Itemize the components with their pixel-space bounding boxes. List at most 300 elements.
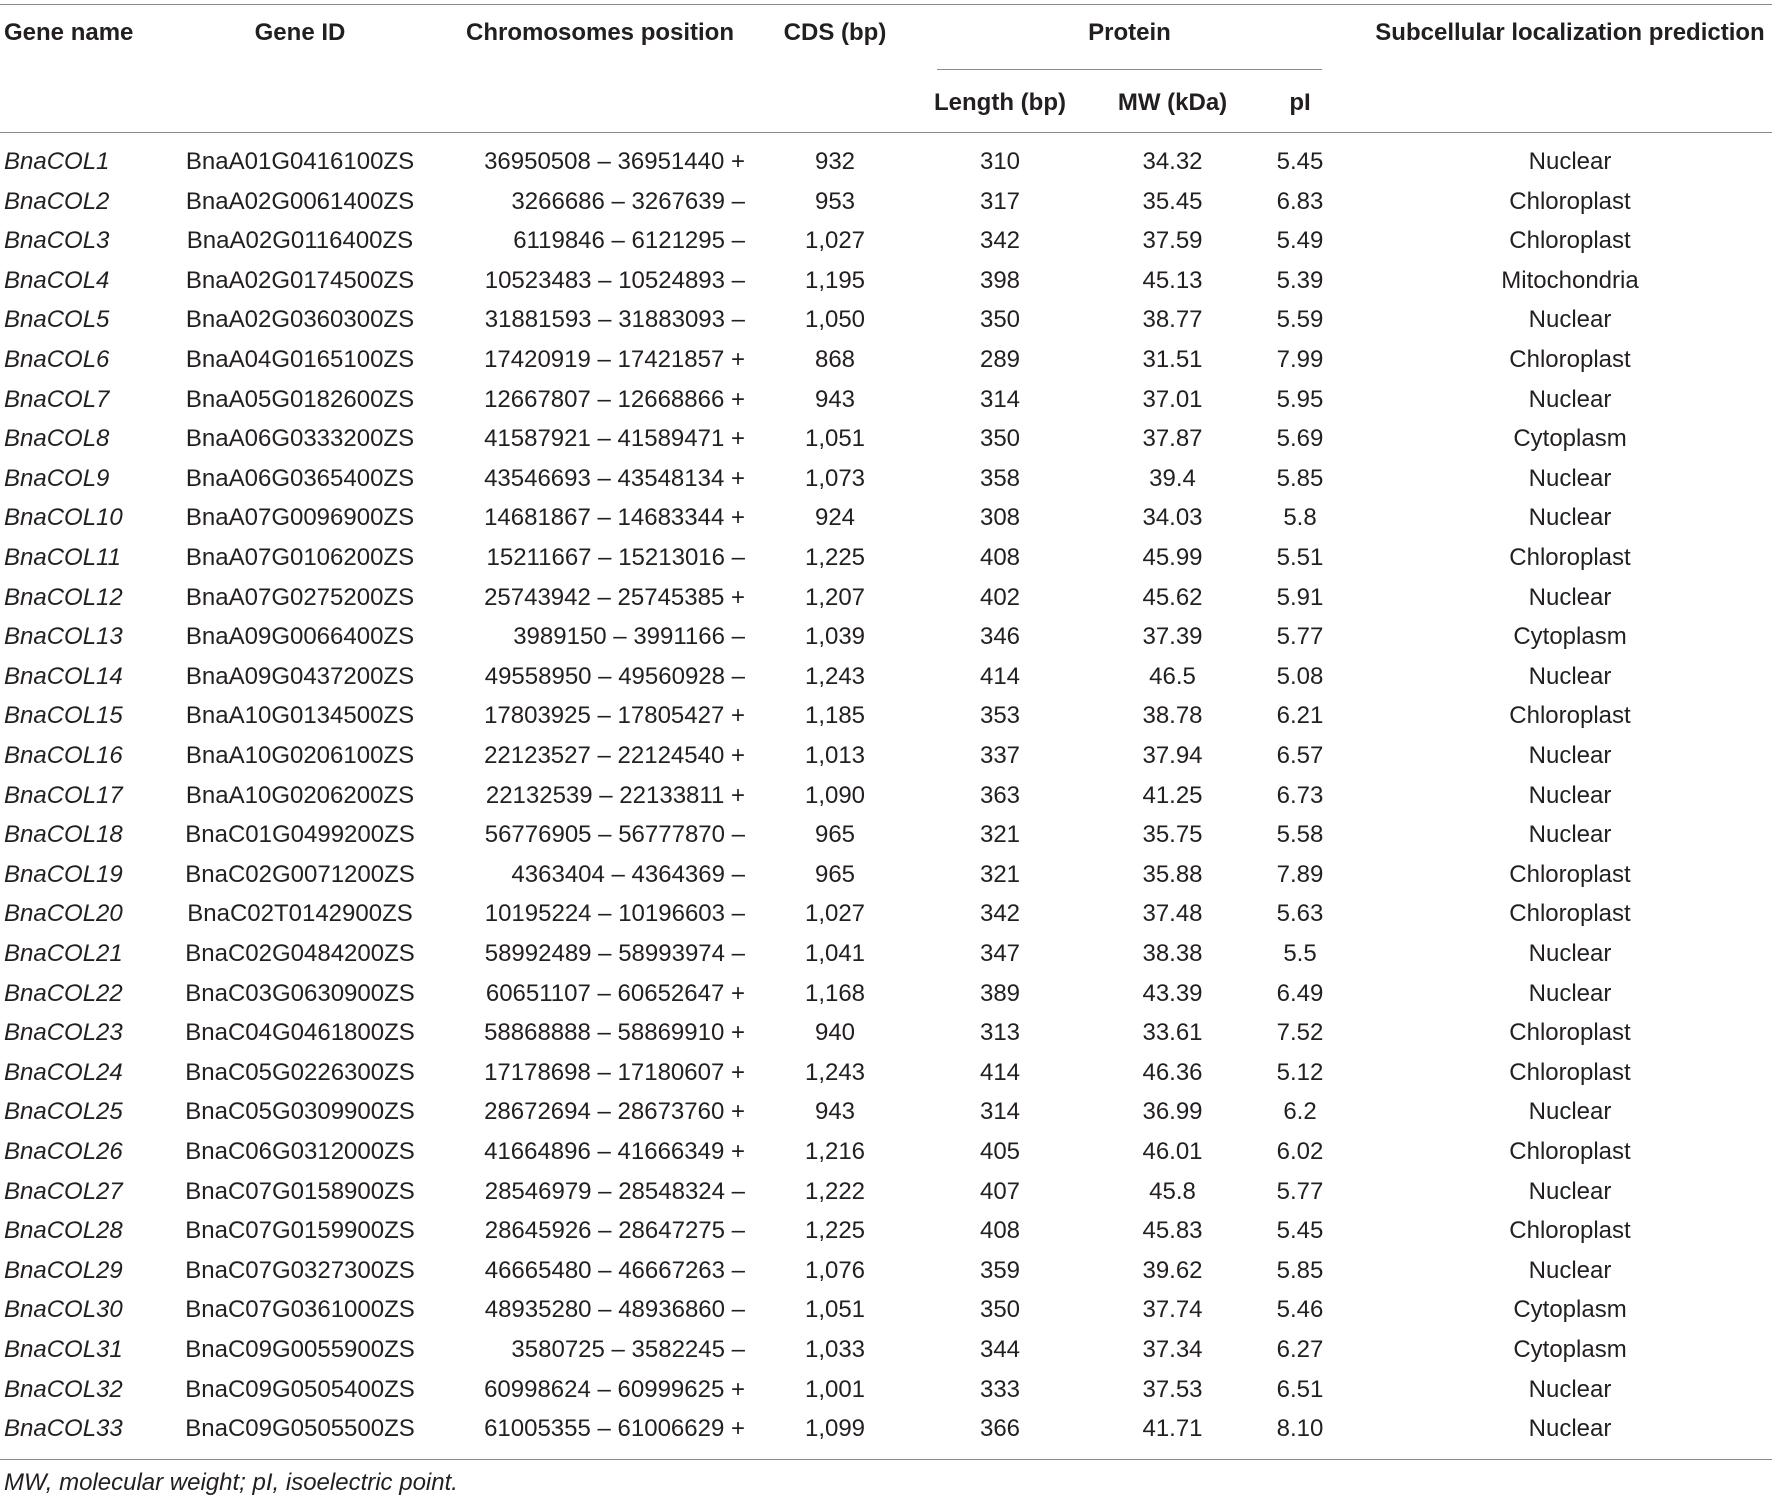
mw-cell: 35.45	[1142, 187, 1203, 215]
mw-cell: 37.74	[1142, 1296, 1203, 1324]
pi-cell: 6.73	[1276, 781, 1324, 809]
gene-name-cell: BnaCOL8	[4, 425, 110, 453]
table-row	[0, 380, 1772, 420]
pi-cell: 8.10	[1276, 1415, 1324, 1443]
cds-cell: 932	[814, 148, 856, 175]
pi-cell: 5.46	[1276, 1296, 1324, 1324]
mw-cell: 37.34	[1142, 1336, 1203, 1363]
mw-cell: 34.32	[1142, 148, 1203, 175]
cds-cell: 1,027	[804, 227, 866, 255]
gene-id-cell: BnaC02T0142900ZS	[187, 900, 413, 928]
table-row	[0, 538, 1772, 578]
table-row	[0, 1013, 1772, 1053]
gene-name-cell: BnaCOL29	[4, 1256, 123, 1284]
table-row	[0, 1053, 1772, 1093]
cds-cell: 924	[814, 504, 856, 532]
cds-cell: 1,225	[804, 544, 866, 571]
gene-name-cell: BnaCOL6	[4, 346, 110, 373]
localization-cell: Nuclear	[1528, 148, 1612, 175]
pi-cell: 5.91	[1276, 583, 1324, 611]
pi-cell: 5.8	[1283, 504, 1317, 532]
localization-cell: Nuclear	[1528, 1415, 1612, 1443]
chromosome-position-cell: 3989150 – 3991166 –	[513, 623, 745, 651]
cds-cell: 1,041	[804, 940, 866, 967]
header-pi: pI	[1289, 89, 1311, 116]
header-mw: MW (kDa)	[1117, 89, 1228, 116]
protein-length-cell: 289	[979, 346, 1021, 373]
table-row	[0, 300, 1772, 340]
mw-cell: 46.36	[1142, 1058, 1203, 1086]
localization-cell: Nuclear	[1528, 781, 1612, 809]
gene-id-cell: BnaC09G0055900ZS	[185, 1336, 415, 1363]
table-row	[0, 736, 1772, 776]
localization-cell: Cytoplasm	[1513, 1336, 1627, 1363]
table-row	[0, 498, 1772, 538]
protein-length-cell: 366	[979, 1415, 1021, 1443]
chromosome-position-cell: 17178698 – 17180607 +	[484, 1058, 745, 1086]
cds-cell: 1,039	[804, 623, 866, 651]
chromosome-position-cell: 58868888 – 58869910 +	[484, 1019, 745, 1047]
localization-cell: Nuclear	[1528, 306, 1612, 334]
cds-cell: 1,222	[804, 1177, 866, 1205]
chromosome-position-cell: 31881593 – 31883093 –	[484, 306, 745, 334]
cds-cell: 1,076	[804, 1256, 866, 1284]
pi-cell: 6.51	[1276, 1375, 1324, 1403]
localization-cell: Nuclear	[1528, 504, 1612, 532]
table-row	[0, 340, 1772, 380]
chromosome-position-cell: 6119846 – 6121295 –	[513, 227, 745, 255]
mw-cell: 33.61	[1142, 1019, 1203, 1047]
chromosome-position-cell: 15211667 – 15213016 –	[486, 544, 745, 571]
cds-cell: 943	[814, 1098, 856, 1126]
localization-cell: Nuclear	[1528, 979, 1612, 1007]
protein-length-cell: 314	[979, 1098, 1021, 1126]
pi-cell: 5.85	[1276, 1256, 1324, 1284]
protein-length-cell: 353	[979, 702, 1021, 730]
gene-id-cell: BnaA02G0360300ZS	[185, 306, 415, 334]
mw-cell: 34.03	[1142, 504, 1203, 532]
cds-cell: 1,050	[804, 306, 866, 334]
localization-cell: Chloroplast	[1509, 1217, 1631, 1245]
gene-id-cell: BnaC09G0505400ZS	[185, 1375, 415, 1403]
gene-id-cell: BnaA09G0437200ZS	[185, 662, 415, 690]
gene-name-cell: BnaCOL7	[4, 385, 110, 413]
localization-cell: Chloroplast	[1509, 900, 1631, 928]
gene-id-cell: BnaC03G0630900ZS	[185, 979, 415, 1007]
gene-id-cell: BnaC07G0159900ZS	[185, 1217, 415, 1245]
table-row	[0, 934, 1772, 974]
gene-id-cell: BnaC07G0361000ZS	[185, 1296, 415, 1324]
chromosome-position-cell: 10523483 – 10524893 –	[484, 266, 745, 294]
table-row	[0, 617, 1772, 657]
cds-cell: 1,013	[804, 742, 866, 769]
pi-cell: 5.39	[1276, 266, 1324, 294]
header-gene-name: Gene name	[4, 19, 134, 46]
header-length: Length (bp)	[934, 89, 1066, 116]
protein-length-cell: 344	[979, 1336, 1021, 1363]
localization-cell: Cytoplasm	[1513, 425, 1627, 453]
cds-cell: 1,001	[804, 1375, 866, 1403]
gene-name-cell: BnaCOL4	[4, 266, 110, 294]
table-row	[0, 459, 1772, 499]
gene-id-cell: BnaA10G0206100ZS	[185, 742, 415, 769]
pi-cell: 5.45	[1276, 1217, 1324, 1245]
localization-cell: Nuclear	[1528, 742, 1612, 769]
table-row	[0, 657, 1772, 697]
protein-length-cell: 350	[979, 1296, 1021, 1324]
mw-cell: 45.62	[1142, 583, 1203, 611]
localization-cell: Nuclear	[1528, 821, 1612, 849]
protein-length-cell: 314	[979, 385, 1021, 413]
mw-cell: 45.8	[1149, 1177, 1196, 1205]
protein-length-cell: 407	[979, 1177, 1021, 1205]
chromosome-position-cell: 4363404 – 4364369 –	[511, 860, 745, 888]
mw-cell: 36.99	[1142, 1098, 1203, 1126]
mw-cell: 43.39	[1142, 979, 1203, 1007]
gene-id-cell: BnaA10G0206200ZS	[185, 781, 415, 809]
protein-length-cell: 363	[979, 781, 1021, 809]
table-row	[0, 182, 1772, 222]
pi-cell: 5.63	[1276, 900, 1324, 928]
pi-cell: 6.27	[1276, 1336, 1324, 1363]
protein-length-cell: 358	[979, 464, 1021, 492]
gene-id-cell: BnaA06G0365400ZS	[185, 464, 415, 492]
protein-length-cell: 333	[979, 1375, 1021, 1403]
localization-cell: Cytoplasm	[1513, 1296, 1627, 1324]
protein-length-cell: 398	[979, 266, 1021, 294]
cds-cell: 1,168	[804, 979, 866, 1007]
cds-cell: 940	[814, 1019, 856, 1047]
cds-cell: 953	[814, 187, 856, 215]
protein-length-cell: 310	[979, 148, 1021, 175]
gene-id-cell: BnaA05G0182600ZS	[185, 385, 415, 413]
chromosome-position-cell: 48935280 – 48936860 –	[484, 1296, 745, 1324]
protein-length-cell: 321	[979, 860, 1021, 888]
localization-cell: Nuclear	[1528, 1098, 1612, 1126]
mw-cell: 39.4	[1149, 464, 1196, 492]
pi-cell: 5.51	[1276, 544, 1324, 571]
mw-cell: 37.01	[1142, 385, 1203, 413]
table-top-rule	[0, 4, 1772, 5]
header-chromosomes-position: Chromosomes position	[465, 19, 735, 46]
pi-cell: 7.99	[1276, 346, 1324, 373]
pi-cell: 6.21	[1276, 702, 1324, 730]
gene-name-cell: BnaCOL30	[4, 1296, 123, 1324]
gene-id-cell: BnaA07G0106200ZS	[185, 544, 415, 571]
mw-cell: 35.88	[1142, 860, 1203, 888]
chromosome-position-cell: 10195224 – 10196603 –	[484, 900, 745, 928]
gene-name-cell: BnaCOL14	[4, 662, 123, 690]
table-row	[0, 815, 1772, 855]
cds-cell: 1,027	[804, 900, 866, 928]
table-row	[0, 1211, 1772, 1251]
gene-name-cell: BnaCOL28	[4, 1217, 123, 1245]
protein-length-cell: 346	[979, 623, 1021, 651]
mw-cell: 37.87	[1142, 425, 1203, 453]
chromosome-position-cell: 17420919 – 17421857 +	[484, 346, 745, 373]
gene-name-cell: BnaCOL10	[4, 504, 123, 532]
gene-name-cell: BnaCOL12	[4, 583, 123, 611]
table-row	[0, 578, 1772, 618]
table-bottom-rule	[0, 1459, 1772, 1460]
chromosome-position-cell: 58992489 – 58993974 –	[484, 940, 745, 967]
localization-cell: Nuclear	[1528, 662, 1612, 690]
gene-name-cell: BnaCOL23	[4, 1019, 123, 1047]
mw-cell: 45.99	[1142, 544, 1203, 571]
gene-name-cell: BnaCOL19	[4, 860, 123, 888]
mw-cell: 41.71	[1142, 1415, 1203, 1443]
cds-cell: 1,225	[804, 1217, 866, 1245]
gene-name-cell: BnaCOL1	[4, 148, 110, 175]
gene-id-cell: BnaA02G0174500ZS	[185, 266, 415, 294]
cds-cell: 1,243	[804, 1058, 866, 1086]
cds-cell: 1,185	[804, 702, 866, 730]
pi-cell: 5.49	[1276, 227, 1324, 255]
cds-cell: 965	[814, 821, 856, 849]
gene-name-cell: BnaCOL33	[4, 1415, 123, 1443]
table-row	[0, 221, 1772, 261]
pi-cell: 7.52	[1276, 1019, 1324, 1047]
chromosome-position-cell: 41664896 – 41666349 +	[484, 1138, 745, 1165]
cds-cell: 1,033	[804, 1336, 866, 1363]
chromosome-position-cell: 22132539 – 22133811 +	[485, 781, 745, 809]
protein-length-cell: 389	[979, 979, 1021, 1007]
chromosome-position-cell: 28645926 – 28647275 –	[484, 1217, 745, 1245]
chromosome-position-cell: 60651107 – 60652647 +	[485, 979, 745, 1007]
mw-cell: 45.83	[1142, 1217, 1203, 1245]
table-row	[0, 1172, 1772, 1212]
chromosome-position-cell: 61005355 – 61006629 +	[484, 1415, 745, 1443]
table-row	[0, 776, 1772, 816]
localization-cell: Cytoplasm	[1513, 623, 1627, 651]
gene-id-cell: BnaA07G0096900ZS	[185, 504, 415, 532]
pi-cell: 5.12	[1276, 1058, 1324, 1086]
gene-name-cell: BnaCOL24	[4, 1058, 123, 1086]
mw-cell: 38.78	[1142, 702, 1203, 730]
header-cds: CDS (bp)	[783, 19, 887, 46]
gene-id-cell: BnaA06G0333200ZS	[185, 425, 415, 453]
mw-cell: 46.01	[1142, 1138, 1203, 1165]
cds-cell: 1,099	[804, 1415, 866, 1443]
localization-cell: Chloroplast	[1509, 346, 1631, 373]
table-row	[0, 1251, 1772, 1291]
gene-id-cell: BnaC04G0461800ZS	[185, 1019, 415, 1047]
mw-cell: 37.53	[1142, 1375, 1203, 1403]
protein-length-cell: 337	[979, 742, 1021, 769]
mw-cell: 37.48	[1142, 900, 1203, 928]
protein-length-cell: 350	[979, 306, 1021, 334]
cds-cell: 965	[814, 860, 856, 888]
pi-cell: 5.5	[1283, 940, 1317, 967]
cds-cell: 1,051	[804, 425, 866, 453]
localization-cell: Mitochondria	[1501, 266, 1639, 294]
mw-cell: 38.77	[1142, 306, 1203, 334]
protein-length-cell: 402	[979, 583, 1021, 611]
mw-cell: 45.13	[1142, 266, 1203, 294]
gene-name-cell: BnaCOL9	[4, 464, 110, 492]
table-row	[0, 419, 1772, 459]
mw-cell: 37.59	[1142, 227, 1203, 255]
gene-name-cell: BnaCOL15	[4, 702, 123, 730]
header-subcellular-localization: Subcellular localization prediction	[1375, 19, 1765, 46]
mw-cell: 46.5	[1149, 662, 1196, 690]
gene-id-cell: BnaA09G0066400ZS	[185, 623, 415, 651]
pi-cell: 5.95	[1276, 385, 1324, 413]
cds-cell: 1,207	[804, 583, 866, 611]
table-row	[0, 1370, 1772, 1410]
table-row	[0, 261, 1772, 301]
protein-length-cell: 308	[979, 504, 1021, 532]
table-row	[0, 1132, 1772, 1172]
localization-cell: Nuclear	[1528, 1256, 1612, 1284]
pi-cell: 5.08	[1276, 662, 1324, 690]
cds-cell: 1,216	[804, 1138, 866, 1165]
gene-id-cell: BnaC01G0499200ZS	[185, 821, 415, 849]
gene-name-cell: BnaCOL11	[4, 544, 121, 571]
gene-name-cell: BnaCOL20	[4, 900, 123, 928]
table-row	[0, 696, 1772, 736]
header-bottom-rule	[0, 132, 1772, 133]
gene-id-cell: BnaA07G0275200ZS	[185, 583, 415, 611]
mw-cell: 38.38	[1142, 940, 1203, 967]
pi-cell: 5.69	[1276, 425, 1324, 453]
chromosome-position-cell: 41587921 – 41589471 +	[484, 425, 745, 453]
cds-cell: 1,090	[804, 781, 866, 809]
gene-name-cell: BnaCOL32	[4, 1375, 123, 1403]
gene-name-cell: BnaCOL25	[4, 1098, 123, 1126]
localization-cell: Chloroplast	[1509, 860, 1631, 888]
gene-name-cell: BnaCOL18	[4, 821, 123, 849]
cds-cell: 1,073	[804, 464, 866, 492]
mw-cell: 41.25	[1142, 781, 1203, 809]
localization-cell: Chloroplast	[1509, 1138, 1631, 1165]
gene-id-cell: BnaC07G0158900ZS	[185, 1177, 415, 1205]
gene-id-cell: BnaC02G0071200ZS	[185, 860, 415, 888]
gene-name-cell: BnaCOL2	[4, 187, 110, 215]
pi-cell: 5.59	[1276, 306, 1324, 334]
gene-id-cell: BnaA01G0416100ZS	[185, 148, 415, 175]
chromosome-position-cell: 46665480 – 46667263 –	[484, 1256, 745, 1284]
pi-cell: 6.57	[1276, 742, 1324, 769]
table-row	[0, 1330, 1772, 1370]
localization-cell: Chloroplast	[1509, 702, 1631, 730]
chromosome-position-cell: 12667807 – 12668866 +	[484, 385, 745, 413]
cds-cell: 1,195	[804, 266, 866, 294]
localization-cell: Nuclear	[1528, 940, 1612, 967]
chromosome-position-cell: 17803925 – 17805427 +	[484, 702, 745, 730]
protein-length-cell: 342	[979, 900, 1021, 928]
table-row	[0, 142, 1772, 182]
localization-cell: Chloroplast	[1509, 187, 1631, 215]
gene-id-cell: BnaC02G0484200ZS	[185, 940, 415, 967]
protein-length-cell: 350	[979, 425, 1021, 453]
chromosome-position-cell: 56776905 – 56777870 –	[484, 821, 745, 849]
cds-cell: 1,243	[804, 662, 866, 690]
gene-id-cell: BnaC05G0309900ZS	[185, 1098, 415, 1126]
pi-cell: 6.49	[1276, 979, 1324, 1007]
chromosome-position-cell: 49558950 – 49560928 –	[484, 662, 745, 690]
localization-cell: Nuclear	[1528, 385, 1612, 413]
gene-name-cell: BnaCOL27	[4, 1177, 123, 1205]
cds-cell: 868	[814, 346, 856, 373]
protein-subheader-rule	[937, 69, 1322, 70]
table-row	[0, 1290, 1772, 1330]
mw-cell: 37.39	[1142, 623, 1203, 651]
table-row	[0, 1409, 1772, 1449]
gene-id-cell: BnaA02G0061400ZS	[185, 187, 415, 215]
gene-id-cell: BnaC06G0312000ZS	[185, 1138, 415, 1165]
gene-id-cell: BnaA02G0116400ZS	[186, 227, 414, 255]
localization-cell: Chloroplast	[1509, 544, 1631, 571]
gene-name-cell: BnaCOL13	[4, 623, 123, 651]
pi-cell: 6.83	[1276, 187, 1324, 215]
gene-name-cell: BnaCOL5	[4, 306, 110, 334]
protein-length-cell: 405	[979, 1138, 1021, 1165]
table-footnote: MW, molecular weight; pI, isoelectric point.	[4, 1469, 458, 1496]
table-row	[0, 894, 1772, 934]
gene-name-cell: BnaCOL17	[4, 781, 123, 809]
pi-cell: 6.02	[1276, 1138, 1324, 1165]
cds-cell: 943	[814, 385, 856, 413]
gene-id-cell: BnaC07G0327300ZS	[185, 1256, 415, 1284]
gene-id-cell: BnaA10G0134500ZS	[185, 702, 415, 730]
chromosome-position-cell: 14681867 – 14683344 +	[484, 504, 745, 532]
mw-cell: 31.51	[1142, 346, 1203, 373]
chromosome-position-cell: 43546693 – 43548134 +	[484, 464, 745, 492]
pi-cell: 6.2	[1283, 1098, 1317, 1126]
pi-cell: 7.89	[1276, 860, 1324, 888]
cds-cell: 1,051	[804, 1296, 866, 1324]
protein-length-cell: 347	[979, 940, 1021, 967]
protein-length-cell: 321	[979, 821, 1021, 849]
chromosome-position-cell: 28672694 – 28673760 +	[484, 1098, 745, 1126]
header-gene-id: Gene ID	[254, 19, 346, 46]
gene-name-cell: BnaCOL26	[4, 1138, 123, 1165]
gene-id-cell: BnaA04G0165100ZS	[185, 346, 415, 373]
gene-name-cell: BnaCOL22	[4, 979, 123, 1007]
localization-cell: Chloroplast	[1509, 1019, 1631, 1047]
localization-cell: Chloroplast	[1509, 1058, 1631, 1086]
table-row	[0, 1092, 1772, 1132]
mw-cell: 35.75	[1142, 821, 1203, 849]
table-row	[0, 974, 1772, 1014]
chromosome-position-cell: 25743942 – 25745385 +	[484, 583, 745, 611]
chromosome-position-cell: 28546979 – 28548324 –	[484, 1177, 745, 1205]
pi-cell: 5.85	[1276, 464, 1324, 492]
localization-cell: Nuclear	[1528, 464, 1612, 492]
gene-id-cell: BnaC09G0505500ZS	[185, 1415, 415, 1443]
localization-cell: Chloroplast	[1509, 227, 1631, 255]
gene-name-cell: BnaCOL3	[4, 227, 110, 255]
table-row	[0, 855, 1772, 895]
chromosome-position-cell: 3266686 – 3267639 –	[511, 187, 745, 215]
pi-cell: 5.77	[1276, 1177, 1324, 1205]
protein-length-cell: 313	[979, 1019, 1021, 1047]
mw-cell: 39.62	[1142, 1256, 1203, 1284]
protein-length-cell: 408	[979, 544, 1021, 571]
protein-length-cell: 414	[979, 662, 1021, 690]
chromosome-position-cell: 3580725 – 3582245 –	[511, 1336, 745, 1363]
chromosome-position-cell: 60998624 – 60999625 +	[484, 1375, 745, 1403]
pi-cell: 5.77	[1276, 623, 1324, 651]
protein-length-cell: 408	[979, 1217, 1021, 1245]
gene-name-cell: BnaCOL16	[4, 742, 123, 769]
protein-length-cell: 317	[979, 187, 1021, 215]
localization-cell: Nuclear	[1528, 1177, 1612, 1205]
protein-length-cell: 414	[979, 1058, 1021, 1086]
chromosome-position-cell: 22123527 – 22124540 +	[484, 742, 745, 769]
gene-name-cell: BnaCOL31	[4, 1336, 123, 1363]
